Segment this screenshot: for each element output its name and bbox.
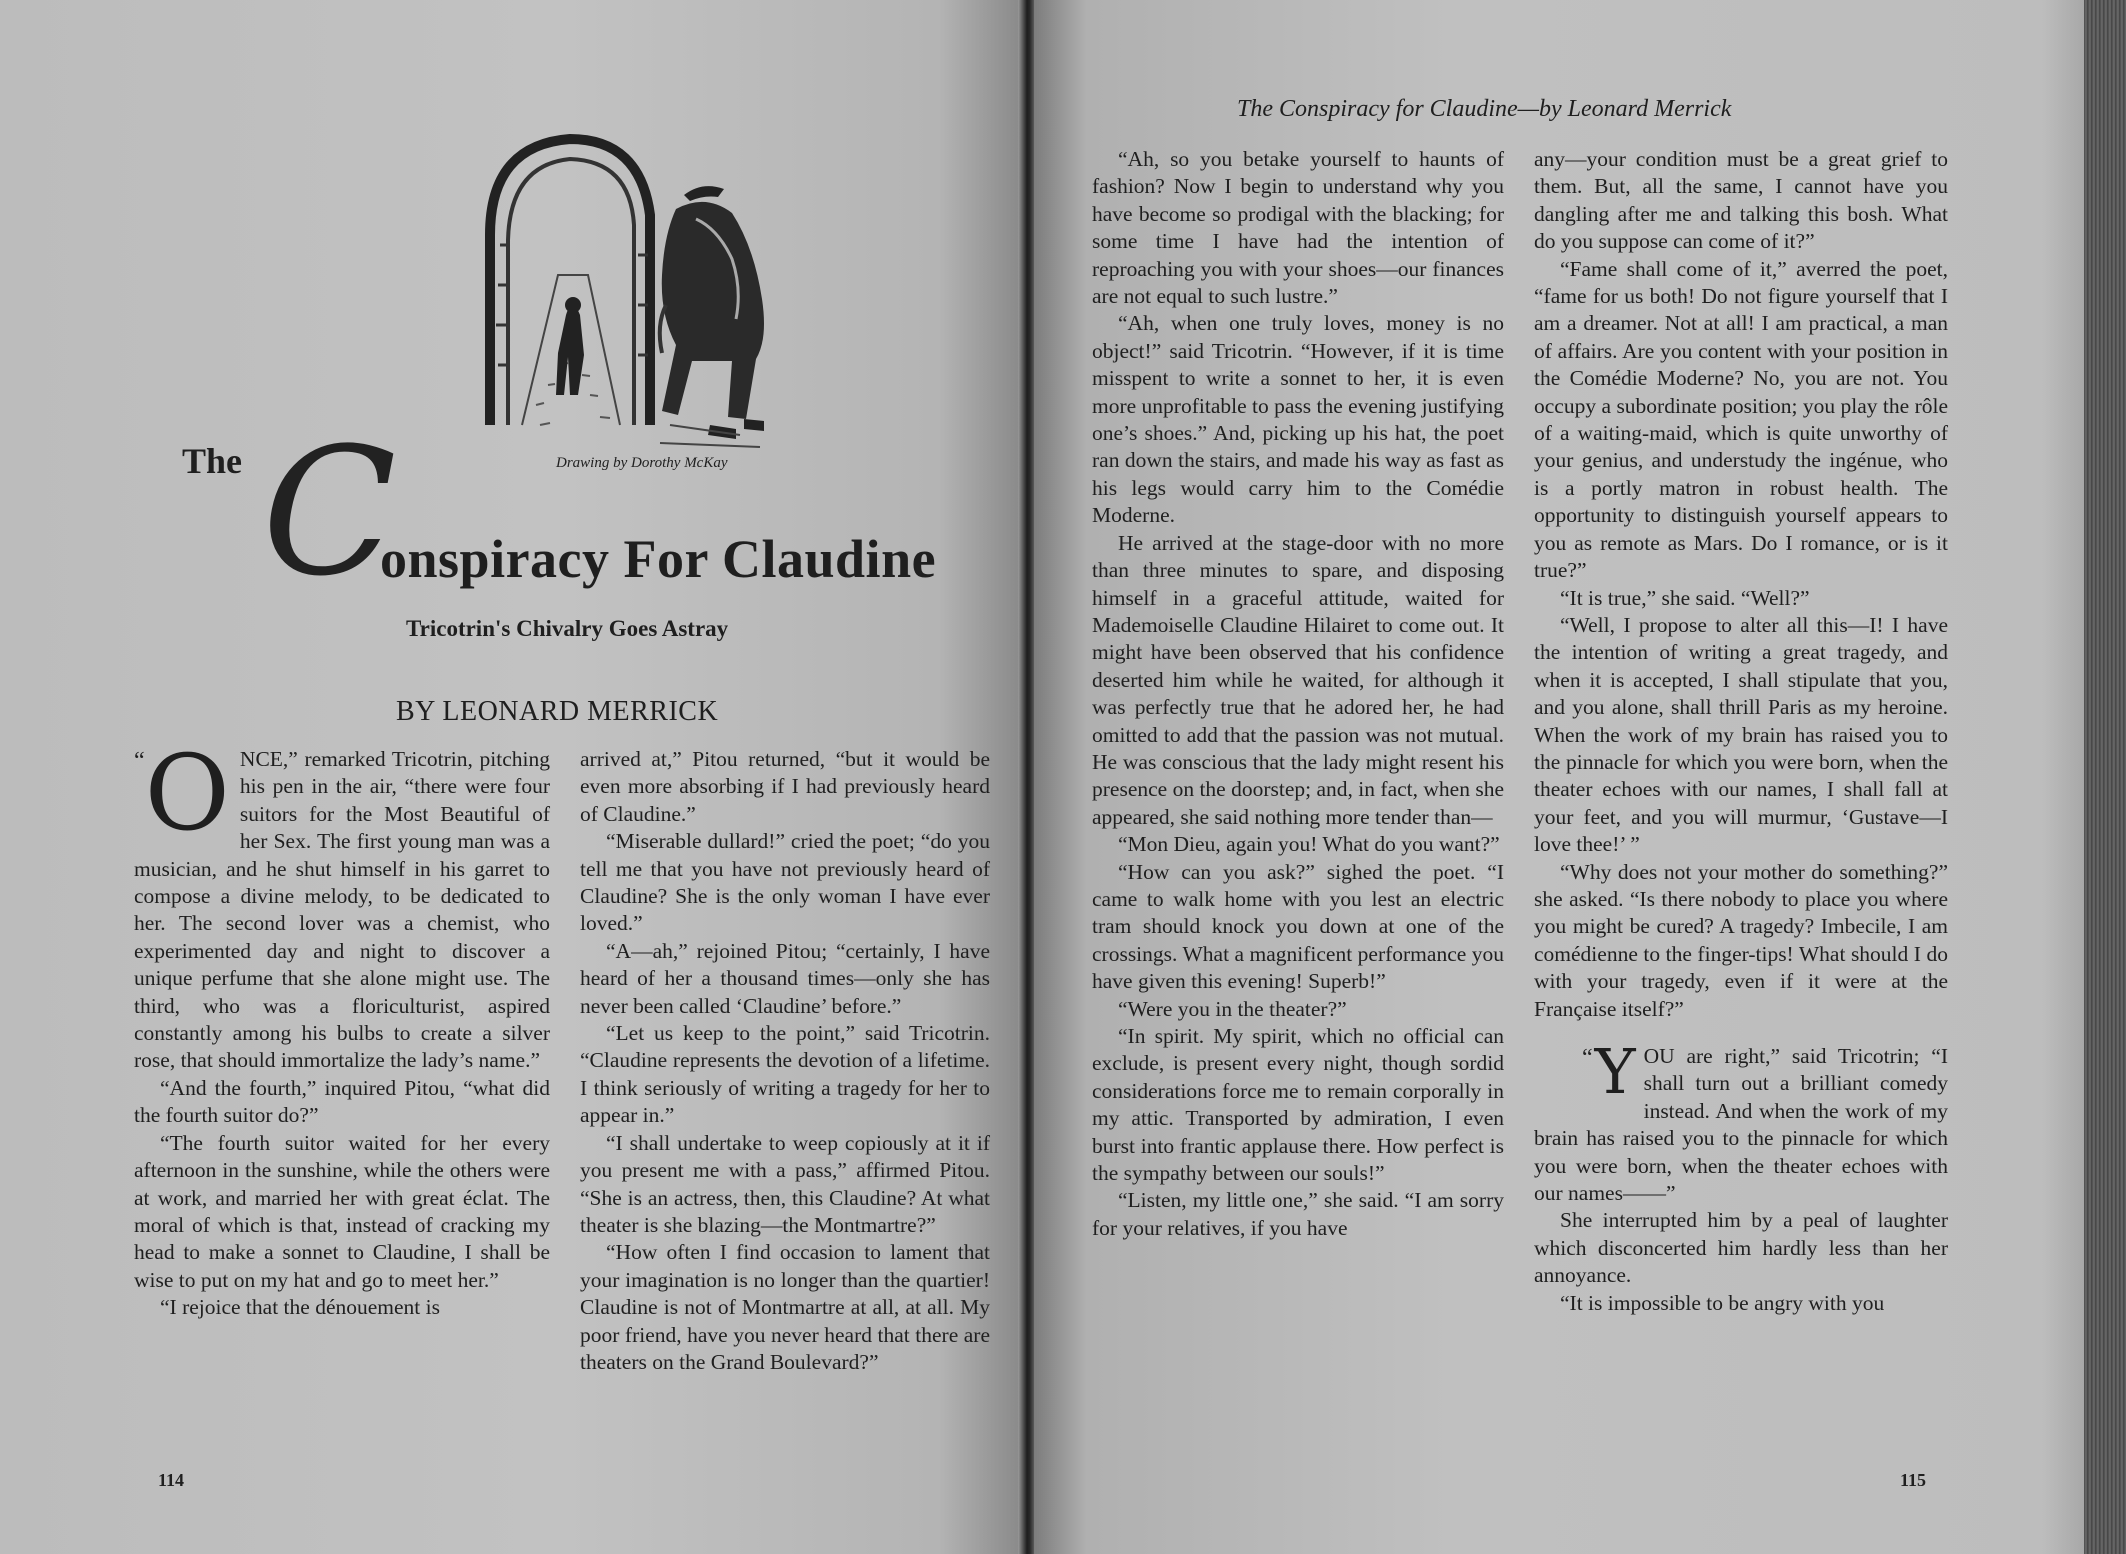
paragraph: She interrupted him by a peal of laughter which disconcerted him hardly less than her annoyance. — [1534, 1208, 1948, 1288]
right-column-1 — [1092, 146, 1504, 1242]
dropcap-quote: “ — [1582, 1045, 1593, 1071]
paragraph: arrived at,” Pitou returned, “but it would be even more absorbing if I had previously heard of Claudine.” — [580, 747, 990, 826]
paragraph: “Were you in the theater?” — [1118, 996, 1347, 1021]
page-number: 114 — [158, 1470, 185, 1490]
paragraph-text: are right,” said Tricotrin; “I shall turn out a brilliant comedy instead. And when the work of my brain has raised you to the pinnacle for which you were born, when the theater echoes with our names——” — [1534, 1044, 1948, 1206]
dropcap: O — [144, 732, 230, 854]
paragraph: any—your condition must be a great grief to them. But, all the same, I cannot have you dangling after me and talking this bosh. What do you suppose can come of it?” — [1534, 147, 1948, 254]
paragraph: “In spirit. My spirit, which no official can exclude, is present every night, though sordid considerations force me to remain corporally in my attic. Transported by admiration, I even burst into frantic applause there. How perfect is the sympathy between our souls!” — [1092, 1024, 1504, 1186]
left-page — [0, 0, 1020, 1554]
paragraph: “Let us keep to the point,” said Tricotrin. “Claudine represents the devotion of a lifetime. I think seriously of writing a tragedy for her to appear in.” — [580, 1021, 990, 1128]
paragraph: “Why does not your mother do something?” she asked. “Is there nobody to place you where you might be cured? A tragedy? Imbecile, I am comédienne to the finger-tips! What should I do with your tragedy, even if it were at the Française itself?” — [1534, 859, 1948, 1021]
paragraph: “It is true,” she said. “Well?” — [1560, 585, 1810, 610]
running-head: The Conspiracy for Claudine—by Leonard Merrick — [1237, 96, 1732, 122]
paragraph-text: ” remarked Tricotrin, pitching his pen in the air, “there were four suitors for the Most Beautiful of her Sex. The first young man was a musician, and he shut himself in his garret to compose a divine melody, to be dedicated to her. The second lover was a chemist, who experimented day and night to discover a unique perfume that she alone might use. The third, who was a floriculturist, aspired constantly among his bulbs to create a silver rose, that should immortalize the lady’s name.” — [134, 747, 550, 1073]
left-column-2 — [580, 746, 990, 1376]
paragraph: “The fourth suitor waited for her every afternoon in the sunshine, while the others were at work, and married her with great éclat. The moral of which is that, instead of cracking my head to make a sonnet to Claudine, I shall be wise to put on my hat and go to meet her.” — [134, 1130, 550, 1292]
page-title: onspiracy For Claudine — [380, 529, 937, 589]
title-the: The — [182, 441, 243, 481]
paragraph: He arrived at the stage-door with no more than three minutes to spare, and disposing himself in a graceful attitude, waited for Mademoiselle Claudine Hilairet to come out. It might have been observed that his confidence deserted him while he waited, for although it was perfectly true that he adored her, he had omitted to add that the passion was not mutual. He was conscious that the lady might resent his presence on the doorstep; and, in fact, when she appeared, she said nothing more tender than— — [1092, 530, 1504, 829]
subtitle: Tricotrin's Chivalry Goes Astray — [406, 616, 729, 641]
archway-illustration — [470, 125, 800, 455]
paragraph: “Fame shall come of it,” averred the poet, “fame for us both! Do not figure yourself that I am a dreamer. Not at all! I am practical, a man of affairs. Are you content with your position in the Comédie Moderne? No, you are not. You occupy a subordinate position; you play the rôle of a waiting-maid, which is quite unworthy of your genius, and understudy the ingénue, who is a portly matron in robust health. The opportunity to distinguish yourself appears to you as remote as Mars. Do I romance, or is it true?” — [1534, 256, 1948, 583]
paragraph: “How often I find occasion to lament that your imagination is no longer than the quartier! Claudine is not of Montmartre at all, at all. My poor friend, have you never heard that there are theaters on the Grand Boulevard?” — [580, 1240, 990, 1374]
page-edges — [2084, 0, 2126, 1554]
lead-in: NCE, — [239, 747, 289, 771]
paragraph — [1534, 1035, 1948, 1207]
paragraph: “Listen, my little one,” she said. “I am sorry for your relatives, if you have — [1092, 1188, 1504, 1240]
paragraph: “Ah, when one truly loves, money is no object!” said Tricotrin. “However, if it is time misspent to write a sonnet to her, it is even more unprofitable to pass the evening justifying one’s shoes.” And, picking up his hat, the poet ran down the stairs, and made his way as fast as his legs would carry him to the Comédie Moderne. — [1092, 311, 1504, 528]
dropcap-quote: “ — [134, 748, 145, 774]
paragraph: “It is impossible to be angry with you — [1560, 1290, 1885, 1315]
paragraph: “A—ah,” rejoined Pitou; “certainly, I have heard of her a thousand times—only she has never been called ‘Claudine’ before.” — [580, 938, 990, 1018]
page-number: 115 — [1900, 1470, 1927, 1490]
paragraph: “How can you ask?” sighed the poet. “I came to walk home with you lest an electric tram should knock you down at one of the crossings. What a magnificent performance you have given this evening! Superb!” — [1092, 859, 1504, 994]
paragraph: “Mon Dieu, again you! What do you want?” — [1118, 832, 1500, 857]
paragraph: “Well, I propose to alter all this—I! I have the intention of writing a great tragedy, and when it is accepted, I shall stipulate that you, and you alone, shall thrill Paris as my heroine. When the work of my brain has raised you to the pinnacle for which you were born, when the theater echoes with our names, I shall fall at your feet, and you will murmur, ‘Gustave—I love thee!’ ” — [1534, 612, 1948, 857]
paragraph: “And the fourth,” inquired Pitou, “what did the fourth suitor do?” — [134, 1075, 550, 1128]
drawing-credit: Drawing by Dorothy McKay — [556, 455, 728, 471]
paragraph: “Ah, so you betake yourself to haunts of fashion? Now I begin to understand why you have become so prodigal with the blacking; for some time I have had the intention of reproaching you with your shoes—our finances are not equal to such lustre.” — [1092, 147, 1504, 309]
paragraph: “I shall undertake to weep copiously at it if you present me with a pass,” affirmed Pitou. “She is an actress, then, this Claudine? At what theater is she blazing—the Montmartre?” — [580, 1130, 990, 1237]
lead-in: OU — [1643, 1044, 1675, 1068]
paragraph: “Miserable dullard!” cried the poet; “do you tell me that you have not previously heard of Claudine? She is the only woman I have ever loved.” — [580, 829, 990, 936]
left-column-1 — [134, 732, 550, 1322]
paragraph — [134, 732, 550, 1075]
title-initial: C — [262, 410, 397, 615]
dropcap: Y — [1594, 1035, 1636, 1108]
paragraph: “I rejoice that the dénouement is — [160, 1295, 440, 1320]
right-column-2 — [1534, 146, 1948, 1317]
byline: BY LEONARD MERRICK — [396, 696, 719, 727]
